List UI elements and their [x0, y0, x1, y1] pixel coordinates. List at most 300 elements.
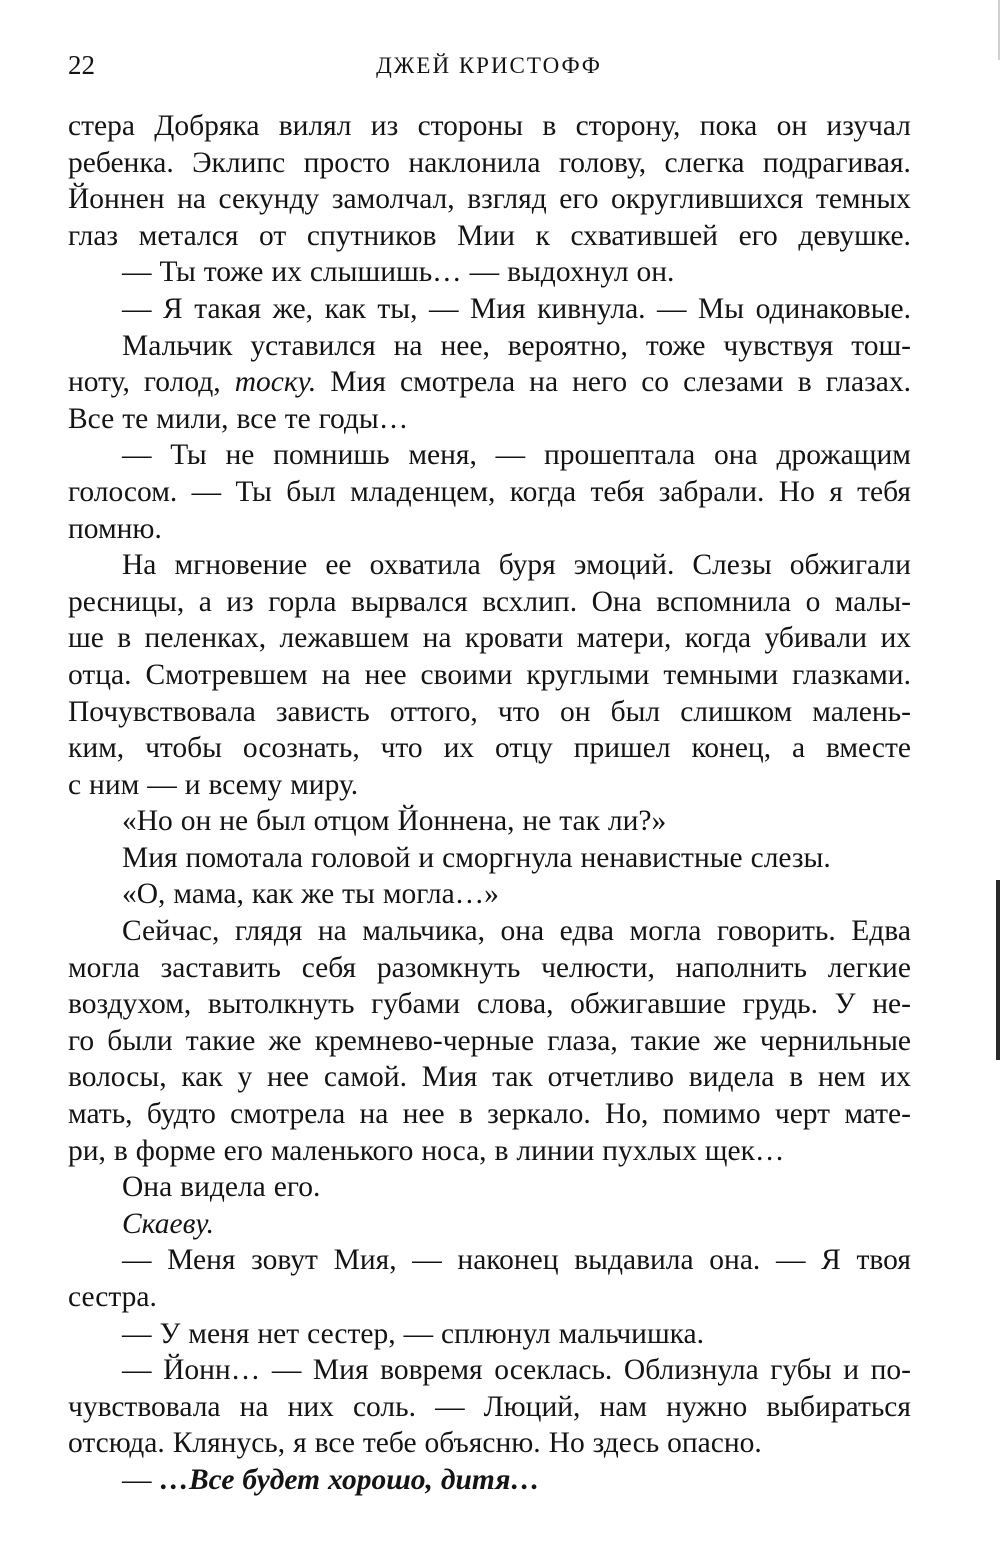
word: же: [301, 878, 335, 911]
word: были: [107, 1024, 173, 1057]
word: взгляд: [467, 183, 547, 216]
word: сплюнул: [441, 1317, 551, 1350]
word: замолчал,: [331, 183, 455, 216]
word: них: [287, 1390, 334, 1423]
word: ним: [89, 768, 140, 801]
word: на: [239, 1390, 269, 1423]
text-line: [68, 1425, 911, 1462]
word: все: [314, 1427, 355, 1460]
word: у: [237, 1061, 253, 1094]
word: Йоннен: [68, 183, 165, 216]
text-line: [68, 437, 911, 474]
word: слова,: [476, 988, 554, 1021]
word: себя: [301, 951, 357, 984]
word: он: [560, 695, 591, 728]
word: нам: [599, 1390, 648, 1423]
word: был: [610, 695, 661, 728]
word: секунду: [218, 183, 320, 216]
text-line: [68, 1242, 911, 1279]
word: схватившей: [570, 219, 718, 252]
word: в: [113, 1134, 128, 1167]
word: кремнево-черные: [314, 1024, 535, 1057]
word: щек…: [704, 1134, 785, 1167]
word: кивнула.: [537, 292, 646, 325]
text-line: [68, 730, 911, 767]
text-line: [68, 145, 911, 182]
word: грудь.: [742, 988, 818, 1021]
word: голосом.: [68, 475, 178, 508]
text-line: [68, 584, 911, 621]
text-line: [68, 1206, 911, 1243]
word: мгновение: [174, 549, 308, 582]
word: он.: [636, 256, 675, 289]
word: могла: [629, 915, 702, 948]
word: по-: [870, 1354, 911, 1387]
word: Я: [163, 292, 183, 325]
word: их: [880, 622, 911, 655]
word: челюсти,: [541, 951, 655, 984]
word: осознать,: [242, 732, 360, 765]
word: сестра.: [68, 1281, 157, 1313]
word: на: [422, 622, 452, 655]
word: Мия: [122, 841, 178, 874]
word: его: [559, 183, 599, 216]
word: ты: [342, 878, 375, 911]
word: выбираться: [766, 1390, 911, 1423]
word: сморгнула: [442, 841, 573, 874]
word: —: [191, 475, 222, 508]
word: мальчика,: [362, 915, 485, 948]
word: спутников: [306, 219, 437, 252]
word: едва: [559, 915, 615, 948]
word: на: [393, 329, 423, 362]
word: стера: [68, 110, 135, 142]
word: будто: [146, 1098, 216, 1131]
text-line: [68, 218, 911, 255]
word: —: [412, 1244, 442, 1277]
text-line: [68, 547, 911, 584]
word: —: [657, 292, 687, 325]
word: просто: [303, 146, 391, 179]
word: самой.: [323, 1061, 407, 1094]
text-line: [68, 840, 911, 877]
word: маленького: [270, 1134, 414, 1167]
word: помотала: [185, 841, 303, 874]
word: девушке.: [798, 219, 911, 252]
text-line: [68, 474, 911, 511]
word: так: [559, 805, 600, 838]
word: выдавила: [574, 1244, 694, 1277]
word: прошептала: [543, 439, 696, 472]
word: видела: [180, 1171, 266, 1204]
word: будет: [242, 1463, 321, 1496]
word: тебе: [362, 1427, 417, 1460]
word: как: [251, 878, 294, 911]
word: наклонила: [408, 146, 541, 179]
word: волосы,: [68, 1061, 167, 1094]
word: глядя: [234, 915, 303, 948]
word: вместе: [825, 732, 911, 765]
word: осеклась.: [494, 1354, 613, 1387]
text-line: [68, 950, 911, 987]
word: отцу: [495, 732, 553, 765]
word: разомкнуть: [376, 951, 521, 984]
word: меня,: [408, 439, 477, 472]
word: —: [122, 1354, 152, 1387]
word: него: [572, 366, 628, 399]
word: она: [500, 915, 545, 948]
word: пока: [699, 110, 758, 142]
word: Ты: [159, 256, 196, 289]
word: легкие: [827, 951, 911, 984]
text-line: [68, 328, 911, 365]
word: помню.: [68, 512, 162, 545]
word: Смотревшем: [145, 658, 308, 691]
word: их: [271, 256, 302, 289]
word: сестер,: [307, 1317, 396, 1350]
word: —: [122, 439, 152, 472]
word: подрагивая.: [762, 146, 911, 179]
word: заставить: [160, 951, 281, 984]
word: зависть: [275, 695, 370, 728]
word: когда: [509, 475, 577, 508]
word: Йоннена,: [397, 805, 515, 838]
word: всему: [208, 768, 283, 801]
word: Мальчик: [122, 329, 233, 362]
word: на: [321, 658, 351, 691]
word: на: [317, 915, 347, 948]
text-line: [68, 803, 911, 840]
word: тебя: [590, 475, 645, 508]
word: Мия: [421, 1061, 478, 1094]
word: голову,: [558, 146, 647, 179]
word: На: [122, 549, 157, 582]
word: со: [641, 366, 670, 399]
word: —: [271, 1354, 302, 1387]
word: глаз: [68, 219, 119, 252]
word: такая: [194, 292, 262, 325]
word: зовут: [251, 1244, 318, 1277]
text-line: [68, 913, 911, 950]
word: Но: [548, 1427, 585, 1460]
word: опасно.: [667, 1427, 762, 1460]
word: здесь: [592, 1427, 660, 1460]
word: и: [418, 841, 435, 874]
word: —: [469, 256, 500, 289]
word: мать,: [68, 1098, 133, 1131]
word: в: [542, 110, 557, 142]
word: младенцем,: [350, 475, 496, 508]
word: в: [494, 1134, 509, 1167]
word: мили,: [156, 402, 229, 435]
word: тоже: [203, 256, 264, 289]
word: такие: [630, 1024, 701, 1057]
word: нужно: [666, 1390, 748, 1423]
word: Эклипс: [192, 146, 286, 179]
word: —: [775, 1244, 806, 1277]
word: наконец: [457, 1244, 559, 1277]
word: конец,: [691, 732, 772, 765]
word: —: [428, 292, 459, 325]
word: она: [714, 439, 758, 472]
word: слышишь…: [309, 256, 462, 289]
word: Йонн…: [163, 1354, 261, 1387]
word: могла: [68, 951, 140, 984]
word: не: [522, 805, 552, 838]
word: чернильные: [759, 1024, 911, 1057]
word: —: [495, 439, 526, 472]
word: дрожащим: [776, 439, 911, 472]
word: и: [184, 768, 201, 801]
word: объясню.: [424, 1427, 541, 1460]
word: из: [370, 110, 399, 142]
text-line: [68, 1352, 911, 1389]
text-line: [68, 181, 911, 218]
word: из: [226, 585, 254, 618]
text-line: [68, 1133, 911, 1170]
word: нее: [402, 1098, 445, 1131]
word: помнишь: [273, 439, 390, 472]
word: …Все: [159, 1463, 235, 1496]
text-line: [68, 108, 911, 145]
word: когда: [684, 622, 752, 655]
word: Сейчас,: [122, 915, 220, 948]
word: могла…»: [382, 878, 499, 911]
word: такие: [185, 1024, 256, 1057]
word: их: [880, 1061, 911, 1094]
word: круглыми: [526, 658, 650, 691]
word: в: [789, 1061, 804, 1094]
word: нет: [257, 1317, 300, 1350]
word: его.: [273, 1171, 321, 1204]
word: как: [181, 1061, 223, 1094]
word: слегка: [664, 146, 745, 179]
word: был: [286, 475, 336, 508]
word: уставился: [250, 329, 376, 362]
word: мате-: [844, 1098, 911, 1131]
word: его: [223, 1134, 263, 1167]
word: я: [829, 475, 843, 508]
word: не: [225, 439, 255, 472]
word: так: [492, 1061, 533, 1094]
word: те: [284, 402, 311, 435]
word: те: [122, 402, 149, 435]
word: ненавистные: [580, 841, 743, 874]
word: с: [68, 768, 82, 801]
word: в: [117, 622, 132, 655]
word: лежавшем: [279, 622, 410, 655]
word: Скаеву.: [122, 1207, 215, 1240]
word: мама,: [173, 878, 244, 911]
word: Ты: [235, 475, 272, 508]
word: стороны: [417, 110, 524, 142]
text-line: [68, 254, 911, 291]
word: на: [177, 183, 206, 216]
word: —: [403, 1317, 434, 1350]
text-line: [68, 876, 911, 913]
word: он: [180, 805, 212, 838]
word: матери,: [576, 622, 672, 655]
word: чувствовала: [68, 1390, 221, 1423]
running-title: ДЖЕЙ КРИСТОФФ: [376, 53, 602, 78]
text-line: [68, 1059, 911, 1096]
word: Все: [68, 402, 115, 435]
page-number: 22: [68, 50, 95, 80]
word: губами: [371, 988, 461, 1021]
word: смотрела: [230, 1098, 346, 1131]
text-line: [68, 291, 911, 328]
word: глазками.: [792, 658, 911, 691]
word: нее,: [440, 329, 490, 362]
word: видела: [688, 1061, 775, 1094]
word: Мия,: [333, 1244, 397, 1277]
word: Добряка: [154, 110, 260, 142]
word: малень-: [812, 695, 911, 728]
word: же: [713, 1024, 747, 1057]
word: —: [122, 1317, 152, 1350]
word: же,: [272, 292, 314, 325]
word: ким,: [68, 732, 125, 765]
word: отцом: [313, 805, 390, 838]
word: Мы: [698, 292, 745, 325]
word: —: [435, 1390, 465, 1423]
word: —: [147, 768, 177, 801]
word: ресницы,: [68, 585, 185, 618]
word: ребенка.: [68, 146, 174, 179]
word: Мия: [312, 1354, 369, 1387]
word: эмоций.: [573, 549, 675, 582]
word: ри,: [68, 1134, 106, 1167]
word: о: [805, 585, 821, 618]
word: был: [256, 805, 306, 838]
word: а: [198, 585, 212, 618]
word: смотрела: [400, 366, 516, 399]
word: голод,: [143, 366, 221, 399]
word: Но,: [605, 1098, 649, 1131]
word: пеленках,: [144, 622, 267, 655]
word: слезами: [683, 366, 784, 399]
word: черт: [774, 1098, 831, 1131]
text-line: [68, 694, 911, 731]
word: —: [122, 292, 152, 325]
word: метался: [138, 219, 239, 252]
word: она.: [709, 1244, 761, 1277]
word: забрали.: [658, 475, 765, 508]
word: форме: [135, 1134, 216, 1167]
word: вероятно,: [507, 329, 628, 362]
word: ты,: [377, 292, 418, 325]
word: изучал: [826, 110, 911, 142]
word: хорошо,: [327, 1463, 433, 1496]
word: нем: [817, 1061, 866, 1094]
word: ноту,: [68, 366, 130, 399]
word: все: [236, 402, 277, 435]
word: чтобы: [145, 732, 222, 765]
word: Она: [122, 1171, 173, 1204]
text-line: [68, 767, 911, 804]
word: пухлых: [602, 1134, 697, 1167]
word: от: [259, 219, 287, 252]
word: в: [458, 1098, 473, 1131]
word: вспомнила: [656, 585, 792, 618]
page-edge-mark: [996, 880, 1000, 1060]
word: что: [380, 732, 423, 765]
word: не: [219, 805, 249, 838]
text-line: [68, 1169, 911, 1206]
word: Она: [591, 585, 642, 618]
word: ее: [325, 549, 352, 582]
text-line: [68, 620, 911, 657]
word: темных: [815, 183, 911, 216]
word: Меня: [167, 1244, 236, 1277]
word: Почувствовала: [68, 695, 256, 728]
word: охватила: [369, 549, 481, 582]
word: меня: [188, 1317, 250, 1350]
word: Мия: [330, 366, 386, 399]
word: своими: [420, 658, 513, 691]
word: тебя: [857, 475, 911, 508]
text-line: [68, 1462, 911, 1499]
word: губы: [770, 1354, 832, 1387]
word: твоя: [856, 1244, 911, 1277]
word: темными: [663, 658, 779, 691]
word: глазах.: [825, 366, 911, 399]
word: зеркало.: [487, 1098, 591, 1131]
word: нее: [364, 658, 407, 691]
word: он: [776, 110, 808, 142]
word: У: [834, 988, 856, 1021]
body-text: [68, 108, 911, 1499]
word: тоже: [645, 329, 706, 362]
text-line: [68, 401, 911, 438]
word: в: [797, 366, 812, 399]
word: и: [843, 1354, 859, 1387]
text-line: [68, 1389, 911, 1426]
text-line: [68, 364, 911, 401]
word: «О,: [122, 878, 166, 911]
word: Ты: [170, 439, 207, 472]
word: нее: [267, 1061, 310, 1094]
word: убивали: [764, 622, 868, 655]
word: Облизнула: [623, 1354, 759, 1387]
word: малы-: [834, 585, 911, 618]
word: чувствуя: [723, 329, 834, 362]
word: дитя…: [440, 1463, 540, 1496]
word: что: [497, 695, 540, 728]
text-line: [68, 511, 911, 548]
word: на: [529, 366, 559, 399]
word: отчетливо: [547, 1061, 674, 1094]
word: как: [324, 292, 366, 325]
word: Я: [821, 1244, 841, 1277]
word: го: [68, 1024, 95, 1057]
text-line: [68, 1023, 911, 1060]
word: вырвался: [350, 585, 468, 618]
text-line: [68, 1316, 911, 1353]
word: Слезы: [692, 549, 772, 582]
word: не-: [872, 988, 911, 1021]
word: мальчишка.: [558, 1317, 705, 1350]
word: обжигавшие: [570, 988, 727, 1021]
word: Люций,: [483, 1390, 581, 1423]
word: Мии: [457, 219, 515, 252]
word: глаза,: [547, 1024, 618, 1057]
word: головой: [310, 841, 411, 874]
word: Клянусь,: [172, 1427, 286, 1460]
word: сторону,: [575, 110, 681, 142]
word: соль.: [352, 1390, 416, 1423]
page-header: [68, 50, 910, 86]
